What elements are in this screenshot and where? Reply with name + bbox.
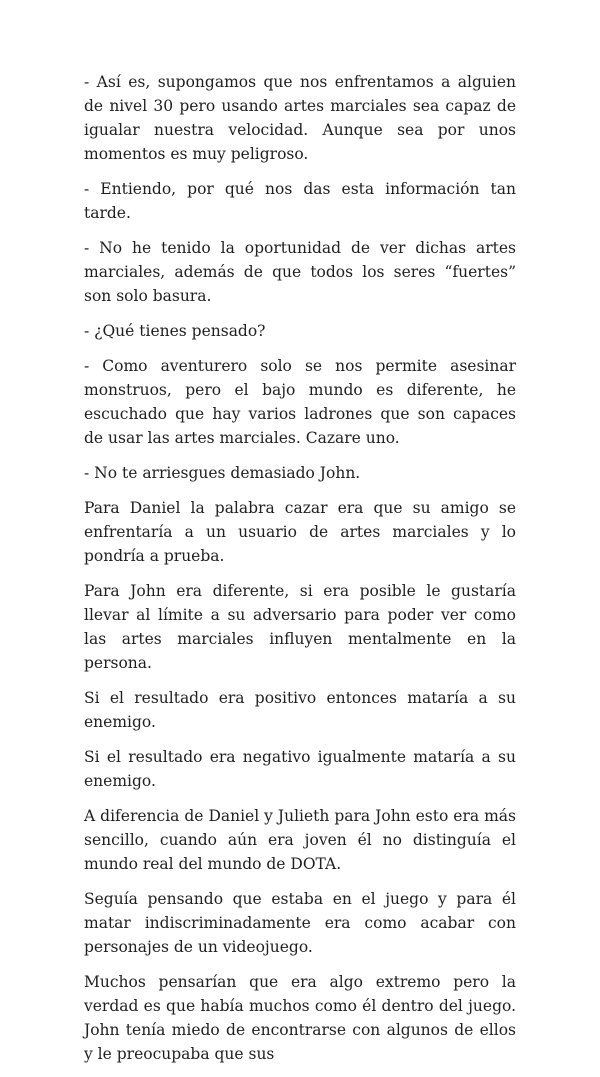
paragraph: Para Daniel la palabra cazar era que su amigo se enfrentaría a un usuario de artes marciales y lo pondría a prueba. xyxy=(84,499,516,565)
paragraph: - ¿Qué tienes pensado? xyxy=(84,322,266,340)
paragraph: A diferencia de Daniel y Julieth para John esto era más sencillo, cuando aún era joven él no distinguía el mundo real del mundo de DOTA. xyxy=(84,807,516,873)
page-text xyxy=(84,70,516,1077)
paragraph: - Entiendo, por qué nos das esta información tan tarde. xyxy=(84,180,516,222)
paragraph: Muchos pensarían que era algo extremo pero la verdad es que había muchos como él dentro del juego. John tenía miedo de encontrarse con algunos de ellos y le preocupaba que sus xyxy=(84,973,516,1063)
paragraph: - No he tenido la oportunidad de ver dichas artes marciales, además de que todos los seres “fuertes” son solo basura. xyxy=(84,239,516,305)
paragraph: Si el resultado era positivo entonces mataría a su enemigo. xyxy=(84,689,516,731)
paragraph: Si el resultado era negativo igualmente mataría a su enemigo. xyxy=(84,748,516,790)
paragraph: - Como aventurero solo se nos permite asesinar monstruos, pero el bajo mundo es diferente, he escuchado que hay varios ladrones que son capaces de usar las artes marciales. Cazare uno. xyxy=(84,357,516,447)
paragraph: Seguía pensando que estaba en el juego y para él matar indiscriminadamente era como acabar con personajes de un videojuego. xyxy=(84,890,516,956)
paragraph: - No te arriesgues demasiado John. xyxy=(84,464,361,482)
paragraph: Para John era diferente, si era posible le gustaría llevar al límite a su adversario para poder ver como las artes marciales influyen mentalmente en la persona. xyxy=(84,582,516,672)
paragraph: - Así es, supongamos que nos enfrentamos a alguien de nivel 30 pero usando artes marciales sea capaz de igualar nuestra velocidad. Aunque sea por unos momentos es muy peligroso. xyxy=(84,73,516,163)
